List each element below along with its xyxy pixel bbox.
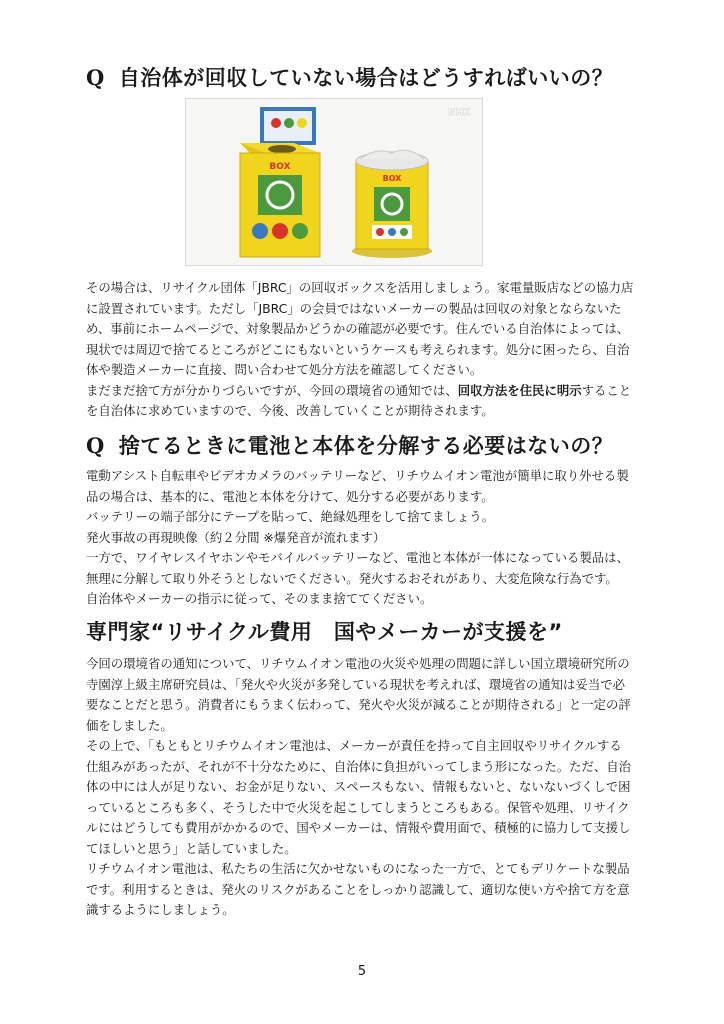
text-run: め、事前にホームページで、対象製品かどうかの確認が必要です。住んでいる自治体によっては、	[86, 321, 630, 336]
text-run: すること	[581, 382, 632, 398]
text-line	[86, 401, 652, 422]
can-recycle-mark	[374, 187, 410, 221]
text-run: 寺園淳上級主席研究員は、「発火や火災が多発している現状を考えれば、環境省の通知は妥当で必	[86, 676, 625, 692]
text-run: 仕組みがあったが、それが不十分なために、自治体に負担がいってしまう形になった。ただ、自治	[86, 758, 632, 774]
text-run: リチウムイオン電池は、私たちの生活に欠かせないものになった一方で、とてもデリケートな製品	[86, 861, 630, 876]
heading-text: 捨てるときに電池と本体を分解する必要はないの？	[118, 434, 614, 458]
text-line	[86, 360, 652, 381]
text-run: バッテリーの端子部分にテープを貼って、絶縁処理をして捨てましょう。	[86, 509, 495, 524]
text-run: ルにはどうしても費用がかかるので、国やメーカーは、情報や費用面で、積極的に協力して支援し	[86, 820, 631, 835]
text-run: 電動アシスト自転車やビデオカメラのバッテリーなど、リチウムイオン電池が簡単に取り外せる製	[86, 468, 629, 483]
text-line	[86, 675, 652, 696]
text-run: を自治体に求めていますので、今後、改善していくことが期待されます。	[86, 403, 494, 418]
text-run: 品の場合は、基本的に、電池と本体を分けて、処分する必要があります。	[86, 488, 494, 504]
text-run: まだまだ捨て方が分かりづらいですが、今回の環境省の通知では、	[86, 382, 458, 398]
recycle-box-photo	[185, 98, 483, 266]
text-line	[86, 319, 652, 340]
text-run: 自治体やメーカーの指示に従って、そのまま捨ててください。	[86, 591, 433, 606]
text-run: 要なことだと思う。消費者にもうまく伝わって、発火や火災が減ることが期待される」と一定の評	[86, 697, 631, 712]
text-line	[86, 299, 652, 320]
section-heading-3	[86, 616, 563, 646]
section-heading-1	[86, 62, 613, 92]
text-line	[86, 654, 652, 675]
text-line	[86, 381, 652, 402]
section-heading-2	[86, 430, 613, 460]
text-run: 識するようにしましょう。	[86, 902, 235, 917]
text-run: 一方で、ワイヤレスイヤホンやモバイルバッテリーなど、電池と本体が一体になっている製品は、	[86, 550, 629, 565]
text-line	[86, 278, 652, 299]
section-3-body	[86, 654, 652, 921]
text-run: 体の中には人が足りない、お金が足りない、スペースもない、情報もないと、ないないづくしで困	[86, 779, 631, 794]
text-line	[86, 716, 652, 737]
section-1-body	[86, 278, 652, 422]
text-run: その上で、「もともとリチウムイオン電池は、メーカーが責任を持って自主回収やリサイクルする	[86, 738, 622, 753]
text-line	[86, 900, 652, 921]
text-line	[86, 777, 652, 798]
text-run: 現状では周辺で捨てるところがどこにもないというケースも考えられます。処分に困ったら、自治	[86, 341, 630, 357]
text-line	[86, 859, 652, 880]
box-label: BOX	[269, 162, 291, 172]
text-run: 体や製造メーカーに直接、問い合わせて処分方法を確認してください。	[86, 362, 483, 377]
nhk-watermark: NHK	[447, 108, 470, 118]
text-line	[86, 818, 652, 839]
text-line	[86, 528, 652, 549]
emphasis-text: 回収方法を住民に明示	[457, 382, 582, 398]
text-run: です。利用するときは、発火のリスクがあることをしっかり認識して、適切な使い方や捨て方を意	[86, 881, 630, 897]
text-line	[86, 569, 652, 590]
text-line	[86, 589, 652, 610]
text-line	[86, 736, 652, 757]
text-line	[86, 487, 652, 508]
text-run: 発火事故の再現映像（約２分間 ※爆発音が流れます）	[86, 529, 386, 545]
can-label: BOX	[382, 174, 402, 183]
text-line	[86, 466, 652, 487]
question-marker: Q	[86, 65, 105, 90]
text-line	[86, 695, 652, 716]
text-line	[86, 340, 652, 361]
heading-text: 専門家“リサイクル費用 国やメーカーが支援を”	[86, 620, 563, 644]
recycle-box-illustration	[186, 99, 482, 265]
heading-text: 自治体が回収していない場合はどうすればいいの？	[118, 66, 614, 90]
text-run: っているところも多く、そうした中で火災を起こしてしまうところもある。保管や処理、リサイク	[86, 799, 630, 815]
text-line	[86, 798, 652, 819]
text-run: 無理に分解して取り外そうとしないでください。発火するおそれがあり、大変危険な行為です。	[86, 570, 618, 586]
text-line	[86, 880, 652, 901]
text-run: その場合は、リサイクル団体「JBRC」の回収ボックスを活用しましょう。家電量販店などの協力店	[86, 280, 634, 295]
question-marker: Q	[86, 433, 105, 458]
text-line	[86, 839, 652, 860]
text-line	[86, 507, 652, 528]
text-line	[86, 757, 652, 778]
page-number: 5	[357, 964, 367, 979]
text-run: てほしいと思う」と話していました。	[86, 840, 297, 856]
section-2-body	[86, 466, 652, 610]
text-run: 今回の環境省の通知について、リチウムイオン電池の火災や処理の問題に詳しい国立環境研究所の	[86, 656, 630, 671]
text-run: 価をしました。	[86, 717, 173, 733]
text-line	[86, 548, 652, 569]
text-run: に設置されています。ただし「JBRC」の会員ではないメーカーの製品は回収の対象とならないた	[86, 300, 622, 316]
